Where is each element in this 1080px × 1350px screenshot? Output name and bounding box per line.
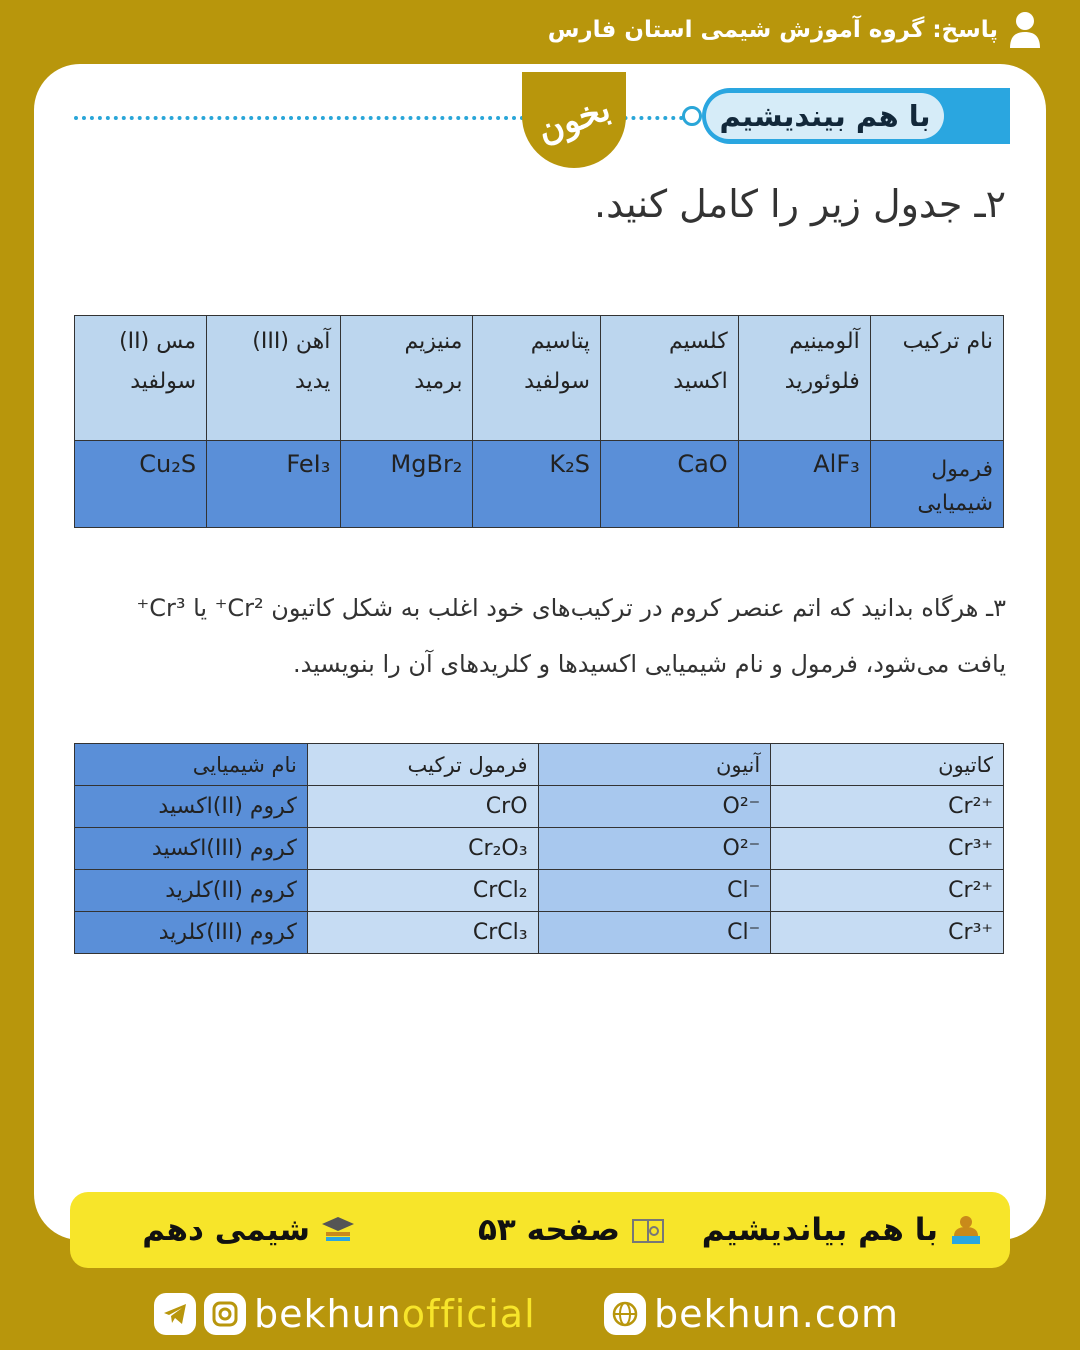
chromium-table [74, 743, 1004, 954]
book-icon [630, 1212, 666, 1248]
cell: مس (II) سولفید [75, 316, 207, 441]
cation-cell: Cr³⁺ [771, 828, 1004, 870]
name-cell: کروم (III)کلرید [75, 912, 308, 954]
author-line [548, 10, 1042, 50]
row-label: نام ترکیب [870, 316, 1003, 441]
question-2: ۲ـ جدول زیر را کامل کنید. [594, 182, 1006, 226]
user-icon [1008, 10, 1042, 50]
website-text[interactable]: bekhun.com [654, 1292, 899, 1336]
footer-book [142, 1192, 356, 1268]
logo [522, 72, 626, 168]
graduation-cap-icon [320, 1212, 356, 1248]
table-row [75, 786, 1004, 828]
anion-cell: O²⁻ [538, 786, 771, 828]
teacher-icon [948, 1212, 984, 1248]
social-handle-text[interactable]: bekhunofficial [254, 1292, 536, 1336]
table-row [75, 316, 1004, 441]
cation-cell: Cr³⁺ [771, 912, 1004, 954]
formula-cell: AlF₃ [738, 441, 870, 528]
formula-cell: CaO [600, 441, 738, 528]
logo-text: بخون [532, 88, 616, 152]
header-cation: کاتیون [771, 744, 1004, 786]
telegram-icon[interactable] [154, 1293, 196, 1335]
cell: آلومینیم فلوئورید [738, 316, 870, 441]
header-anion: آنیون [538, 744, 771, 786]
formula-cell: Cu₂S [75, 441, 207, 528]
section-title: با هم بیندیشیم [706, 93, 944, 139]
formula-cell: CrCl₂ [307, 870, 538, 912]
footer-page [478, 1192, 666, 1268]
instagram-icon[interactable] [204, 1293, 246, 1335]
top-bar [0, 0, 1080, 62]
formula-cell: CrO [307, 786, 538, 828]
formula-cell: FeI₃ [207, 441, 341, 528]
table-row [75, 912, 1004, 954]
footer-bar [70, 1192, 1010, 1268]
table-row [75, 870, 1004, 912]
social-handle[interactable] [154, 1288, 536, 1340]
footer-book-text: شیمی دهم [142, 1212, 310, 1248]
name-cell: کروم (III)اکسید [75, 828, 308, 870]
anion-cell: Cl⁻ [538, 870, 771, 912]
formula-cell: CrCl₃ [307, 912, 538, 954]
cation-cell: Cr²⁺ [771, 786, 1004, 828]
name-cell: کروم (II)اکسید [75, 786, 308, 828]
question-3 [84, 580, 1006, 692]
table-row [75, 441, 1004, 528]
table-header-row [75, 744, 1004, 786]
footer-section-text: با هم بیاندیشیم [701, 1212, 938, 1248]
author-text: پاسخ: گروه آموزش شیمی استان فارس [547, 17, 998, 43]
divider-end-circle [682, 106, 702, 126]
section-header [702, 88, 1010, 144]
cell: منیزیم برمید [341, 316, 473, 441]
cell: کلسیم اکسید [600, 316, 738, 441]
question-3-line-1: ۳ـ هرگاه بدانید که اتم عنصر کروم در ترکیب‌های خود اغلب به شکل کاتیون Cr²⁺ یا Cr³⁺ [136, 594, 1006, 622]
anion-cell: O²⁻ [538, 828, 771, 870]
website-link[interactable] [604, 1288, 899, 1340]
globe-icon[interactable] [604, 1293, 646, 1335]
row-label: فرمول شیمیایی [870, 441, 1003, 528]
question-3-line-2: یافت می‌شود، فرمول و نام شیمیایی اکسیدها و کلریدهای آن را بنویسید. [292, 650, 1006, 678]
header-formula: فرمول ترکیب [307, 744, 538, 786]
footer-page-text: صفحه ۵۳ [477, 1212, 620, 1248]
formula-cell: MgBr₂ [341, 441, 473, 528]
cell: آهن (III) یدید [207, 316, 341, 441]
content-card [34, 64, 1046, 1240]
formula-cell: Cr₂O₃ [307, 828, 538, 870]
anion-cell: Cl⁻ [538, 912, 771, 954]
table-row [75, 828, 1004, 870]
compound-table [74, 315, 1004, 528]
formula-cell: K₂S [473, 441, 601, 528]
cation-cell: Cr²⁺ [771, 870, 1004, 912]
header-name: نام شیمیایی [75, 744, 308, 786]
footer-section [702, 1192, 984, 1268]
cell: پتاسیم سولفید [473, 316, 601, 441]
name-cell: کروم (II)کلرید [75, 870, 308, 912]
